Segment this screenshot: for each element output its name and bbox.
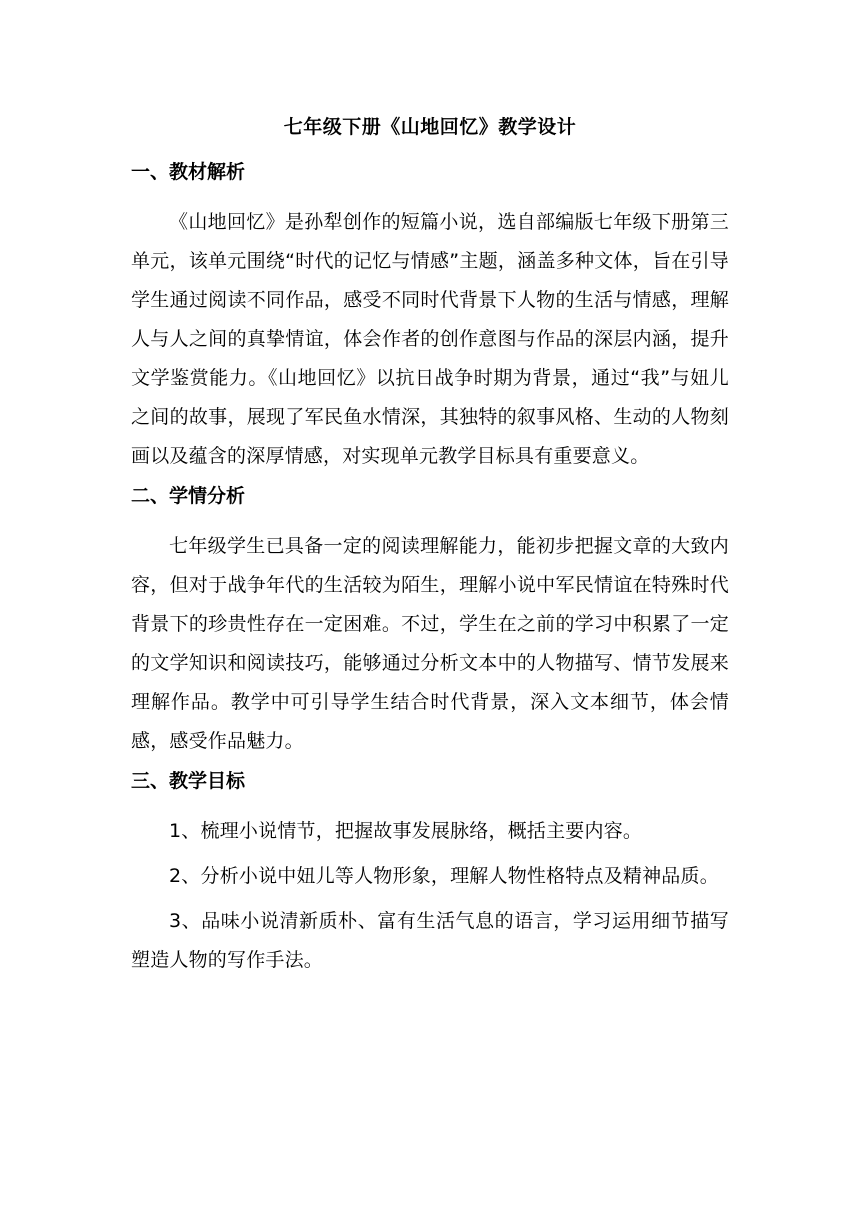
document-title: 七年级下册《山地回忆》教学设计: [283, 116, 577, 138]
paragraph-student-analysis: 七年级学生已具备一定的阅读理解能力，能初步把握文章的大致内容，但对于战争年代的生活较为陌生，理解小说中军民情谊在特殊时代背景下的珍贵性存在一定困难。不过，学生在之前的学习中积累了一定的文学知识和阅读技巧，能够通过分析文本中的人物描写、情节发展来理解作品。教学中可引导学生结合时代背景，深入文本细节，体会情感，感受作品魅力。: [131, 535, 729, 752]
teaching-goal-item: 1、梳理小说情节，把握故事发展脉络，概括主要内容。: [169, 820, 643, 842]
teaching-goal-item: 3、品味小说清新质朴、富有生活气息的语言，学习运用细节描写塑造人物的写作手法。: [131, 910, 729, 971]
section-heading-teaching-goals: 三、教学目标: [131, 770, 246, 792]
section-heading-textbook-analysis: 一、教材解析: [131, 161, 246, 183]
section-heading-student-analysis: 二、学情分析: [131, 485, 246, 507]
document-body: [131, 113, 729, 986]
teaching-goal-item: 2、分析小说中妞儿等人物形象，理解人物性格特点及精神品质。: [169, 865, 719, 887]
paragraph-textbook-analysis: 《山地回忆》是孙犁创作的短篇小说，选自部编版七年级下册第三单元，该单元围绕“时代的记忆与情感”主题，涵盖多种文体，旨在引导学生通过阅读不同作品，感受不同时代背景下人物的生活与情感，理解人与人之间的真挚情谊，体会作者的创作意图与作品的深层内涵，提升文学鉴赏能力。《山地回忆》以抗日战争时期为背景，通过“我”与妞儿之间的故事，展现了军民鱼水情深，其独特的叙事风格、生动的人物刻画以及蕴含的深厚情感，对实现单元教学目标具有重要意义。: [131, 211, 729, 467]
